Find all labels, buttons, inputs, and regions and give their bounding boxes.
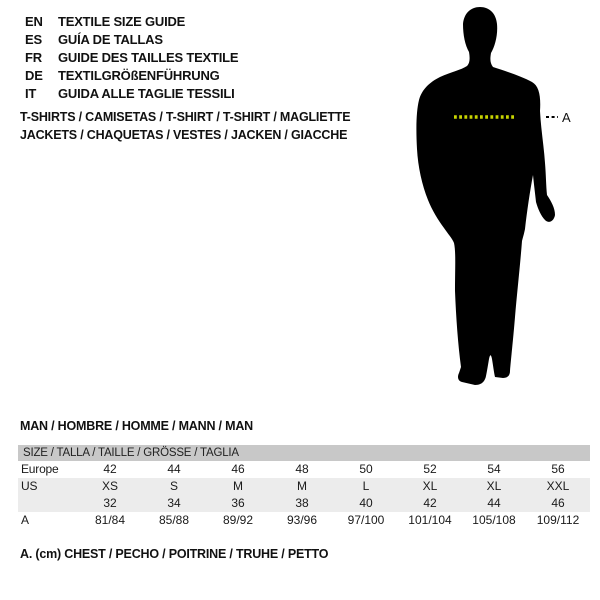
lang-label: GUIDE DES TAILLES TEXTILE — [58, 50, 239, 65]
size-cell: 93/96 — [286, 513, 318, 527]
size-table-header: SIZE / TALLA / TAILLE / GRÖSSE / TAGLIA — [18, 445, 590, 461]
size-cell: 44 — [487, 496, 501, 510]
size-cell: S — [169, 479, 178, 493]
garment-categories — [20, 108, 350, 144]
table-row-europe — [18, 461, 590, 478]
row-label: US — [21, 479, 38, 493]
size-cell: 54 — [487, 462, 501, 476]
lang-row-it — [25, 85, 238, 103]
size-cell: 32 — [103, 496, 117, 510]
size-cell: 42 — [103, 462, 117, 476]
chest-footnote: A. (cm) CHEST / PECHO / POITRINE / TRUHE / PETTO — [20, 547, 329, 561]
size-cell: 40 — [359, 496, 373, 510]
size-cell: XL — [486, 479, 502, 493]
size-cell: 89/92 — [222, 513, 254, 527]
lang-code: ES — [25, 32, 42, 47]
lang-label: GUIDA ALLE TAGLIE TESSILI — [58, 86, 235, 101]
lang-label: GUÍA DE TALLAS — [58, 32, 163, 47]
size-cell: M — [233, 479, 243, 493]
size-cell: 97/100 — [347, 513, 385, 527]
lang-row-en — [25, 13, 238, 31]
category-jackets: JACKETS / CHAQUETAS / VESTES / JACKEN / GIACCHE — [20, 128, 348, 142]
size-cell: 50 — [359, 462, 373, 476]
size-cell: 105/108 — [472, 513, 516, 527]
size-cell: M — [297, 479, 307, 493]
lang-code: EN — [25, 14, 43, 29]
lang-label: TEXTILE SIZE GUIDE — [58, 14, 186, 29]
lang-row-fr — [25, 49, 238, 67]
category-tshirts: T-SHIRTS / CAMISETAS / T-SHIRT / T-SHIRT / MAGLIETTE — [20, 110, 351, 124]
size-cell: 34 — [167, 496, 181, 510]
size-cell: 42 — [423, 496, 437, 510]
language-list — [25, 13, 238, 103]
table-row-us — [18, 478, 590, 495]
size-cell: 46 — [551, 496, 565, 510]
size-cell: 85/88 — [158, 513, 190, 527]
size-cell: 109/112 — [536, 513, 580, 527]
size-cell: 101/104 — [408, 513, 452, 527]
size-cell: XXL — [546, 479, 570, 493]
measurement-figure — [405, 5, 575, 390]
measure-label-a: A — [562, 110, 571, 125]
row-label: A — [21, 513, 29, 527]
lang-label: TEXTILGRÖßENFÜHRUNG — [58, 68, 220, 83]
size-cell: 44 — [167, 462, 181, 476]
lang-row-de — [25, 67, 238, 85]
size-cell: L — [362, 479, 370, 493]
row-label: Europe — [21, 462, 59, 476]
lang-row-es — [25, 31, 238, 49]
size-cell: 38 — [295, 496, 309, 510]
man-silhouette — [416, 7, 555, 385]
lang-code: DE — [25, 68, 43, 83]
size-cell: 46 — [231, 462, 245, 476]
size-table — [18, 445, 590, 529]
section-title-man: MAN / HOMBRE / HOMME / MANN / MAN — [20, 419, 253, 433]
table-row-chest-a — [18, 512, 590, 529]
lang-code: FR — [25, 50, 42, 65]
size-cell: 56 — [551, 462, 565, 476]
size-cell: 48 — [295, 462, 309, 476]
table-row-us-numeric — [18, 495, 590, 512]
size-cell: XL — [422, 479, 438, 493]
size-cell: XS — [101, 479, 118, 493]
row-label — [18, 495, 78, 512]
size-cell: 52 — [423, 462, 437, 476]
size-cell: 36 — [231, 496, 245, 510]
lang-code: IT — [25, 86, 37, 101]
size-cell: 81/84 — [94, 513, 126, 527]
